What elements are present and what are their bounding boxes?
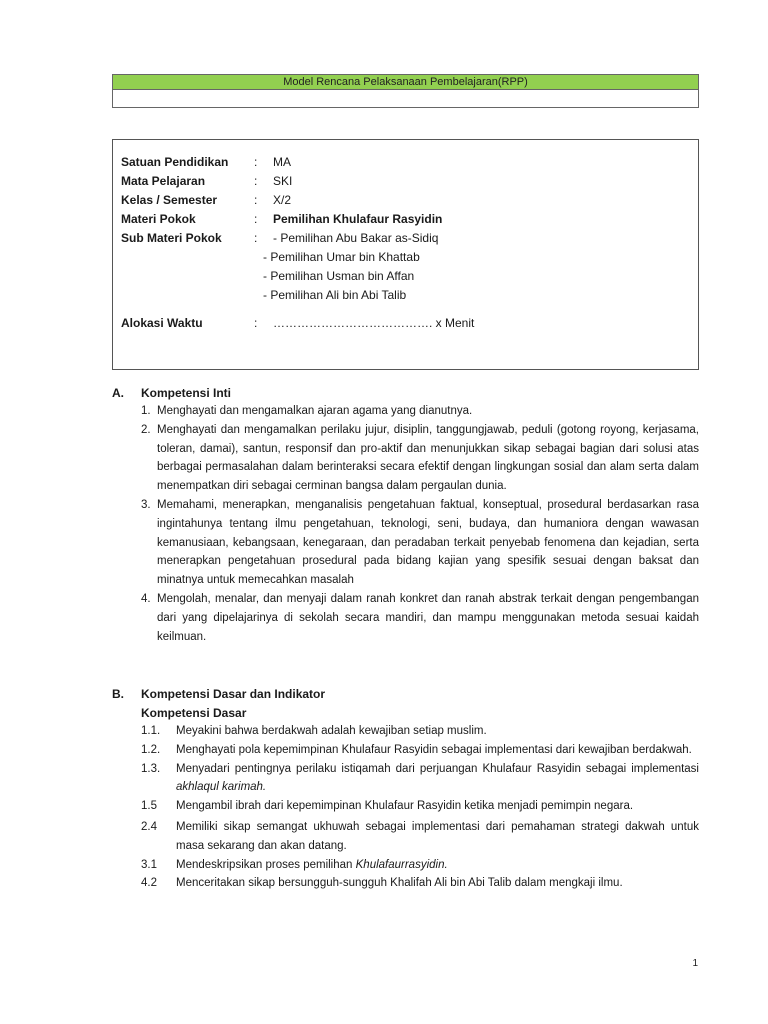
kompetensi-inti-list — [141, 402, 699, 646]
identity-value: - Pemilihan Abu Bakar as-Sidiq — [273, 231, 439, 245]
list-text: Memiliki sikap semangat ukhuwah sebagai implementasi dari pemahaman strategi dakwah untuk masa sekarang dan akan datang. — [176, 820, 699, 852]
list-item — [141, 741, 699, 760]
list-text: Mendeskripsikan proses pemilihan — [176, 858, 356, 871]
list-number: 4.2 — [141, 877, 157, 890]
identity-colon: : — [254, 212, 258, 226]
list-item — [141, 856, 699, 875]
identity-value: MA — [273, 155, 291, 169]
sub-materi-item: - Pemilihan Umar bin Khattab — [263, 250, 420, 264]
page-number: 1 — [692, 958, 698, 969]
identity-value: SKI — [273, 174, 293, 188]
list-item — [141, 797, 699, 816]
list-number: 3. — [141, 498, 151, 511]
identity-label: Materi Pokok — [121, 212, 196, 226]
list-number: 4. — [141, 592, 151, 605]
list-number: 2.4 — [141, 820, 157, 833]
identity-label: Mata Pelajaran — [121, 174, 206, 188]
identity-label: Satuan Pendidikan — [121, 155, 229, 169]
list-text-italic: akhlaqul karimah. — [176, 781, 267, 794]
document-title: Model Rencana Pelaksanaan Pembelajaran(RPP) — [113, 75, 698, 90]
section-title: Kompetensi Inti — [141, 386, 232, 400]
identity-label: Kelas / Semester — [121, 193, 218, 207]
list-item — [141, 874, 699, 893]
list-text: Meyakini bahwa berdakwah adalah kewajiban setiap muslim. — [176, 725, 487, 737]
section-title: Kompetensi Dasar dan Indikator — [141, 687, 326, 701]
list-number: 1.5 — [141, 800, 157, 813]
sub-materi-item: - Pemilihan Usman bin Affan — [263, 269, 415, 283]
section-letter: B. — [112, 687, 124, 701]
list-item — [141, 760, 699, 798]
identity-colon: : — [254, 316, 258, 330]
identity-colon: : — [254, 231, 258, 245]
list-item — [141, 496, 699, 590]
identity-label: Sub Materi Pokok — [121, 231, 222, 245]
list-item — [141, 722, 699, 741]
list-text: Menghayati pola kepemimpinan Khulafaur Rasyidin sebagai implementasi dari kewajiban berdakwah. — [176, 743, 692, 756]
list-item — [141, 590, 699, 646]
title-box — [112, 74, 699, 108]
list-text: Menghayati dan mengamalkan perilaku jujur, disiplin, tanggungjawab, peduli (gotong royong, kerjasama, toleran, damai), santun, responsif dan pro-aktif dan menunjukkan sikap sebagai bagian dari solusi atas berbagai permasalahan dalam berinteraksi secara efektif dengan lingkungan sosial dan alam serta dalam menempatkan diri sebagai cerminan bangsa dalam pergaulan dunia. — [157, 423, 699, 493]
identity-colon: : — [254, 174, 258, 188]
identity-colon: : — [254, 155, 258, 169]
section-subtitle: Kompetensi Dasar — [141, 706, 247, 720]
identity-colon: : — [254, 193, 258, 207]
list-text: Menyadari pentingnya perilaku istiqamah dari perjuangan Khulafaur Rasyidin sebagai implementasi — [176, 762, 699, 775]
list-number: 1.1. — [141, 725, 161, 737]
identity-value: X/2 — [273, 193, 292, 207]
list-item — [141, 402, 699, 421]
list-text: Mengolah, menalar, dan menyaji dalam ranah konkret dan ranah abstrak terkait dengan pengembangan dari yang dipelajarinya di sekolah secara mandiri, dan mampu menggunakan metoda sesuai kaidah keilmuan. — [157, 592, 699, 643]
list-number: 3.1 — [141, 858, 157, 871]
identity-label: Alokasi Waktu — [121, 316, 203, 330]
list-item — [141, 421, 699, 496]
list-number: 2. — [141, 423, 151, 436]
list-text: Memahami, menerapkan, menganalisis pengetahuan faktual, konseptual, prosedural berdasarkan rasa ingintahunya tentang ilmu pengetahuan, teknologi, seni, budaya, dan humaniora dengan wawasan kemanusiaan, kebangsaan, kenegaraan, dan peradaban terkait penyebab fenomena dan kejadian, serta menerapkan pengetahuan prosedural pada bidang kajian yang spesifik sesuai dengan baksat dan minatnya untuk memecahkan masalah — [157, 498, 699, 587]
identity-value: …………………………………. x Menit — [273, 316, 475, 330]
kompetensi-dasar-list — [141, 722, 699, 893]
list-number: 1.2. — [141, 743, 161, 756]
identity-value: Pemilihan Khulafaur Rasyidin — [273, 212, 443, 226]
list-text: Menceritakan sikap bersungguh-sungguh Khalifah Ali bin Abi Talib dalam mengkaji ilmu. — [176, 877, 623, 890]
sub-materi-item: - Pemilihan Ali bin Abi Talib — [263, 288, 407, 302]
list-item — [141, 818, 699, 856]
list-text: Menghayati dan mengamalkan ajaran agama yang dianutnya. — [157, 405, 473, 417]
section-letter: A. — [112, 386, 124, 400]
list-number: 1.3. — [141, 762, 161, 775]
identity-box — [112, 139, 699, 370]
list-number: 1. — [141, 405, 151, 417]
list-text: Mengambil ibrah dari kepemimpinan Khulafaur Rasyidin ketika menjadi pemimpin negara. — [176, 800, 634, 813]
list-text-italic: Khulafaurrasyidin. — [355, 858, 448, 871]
